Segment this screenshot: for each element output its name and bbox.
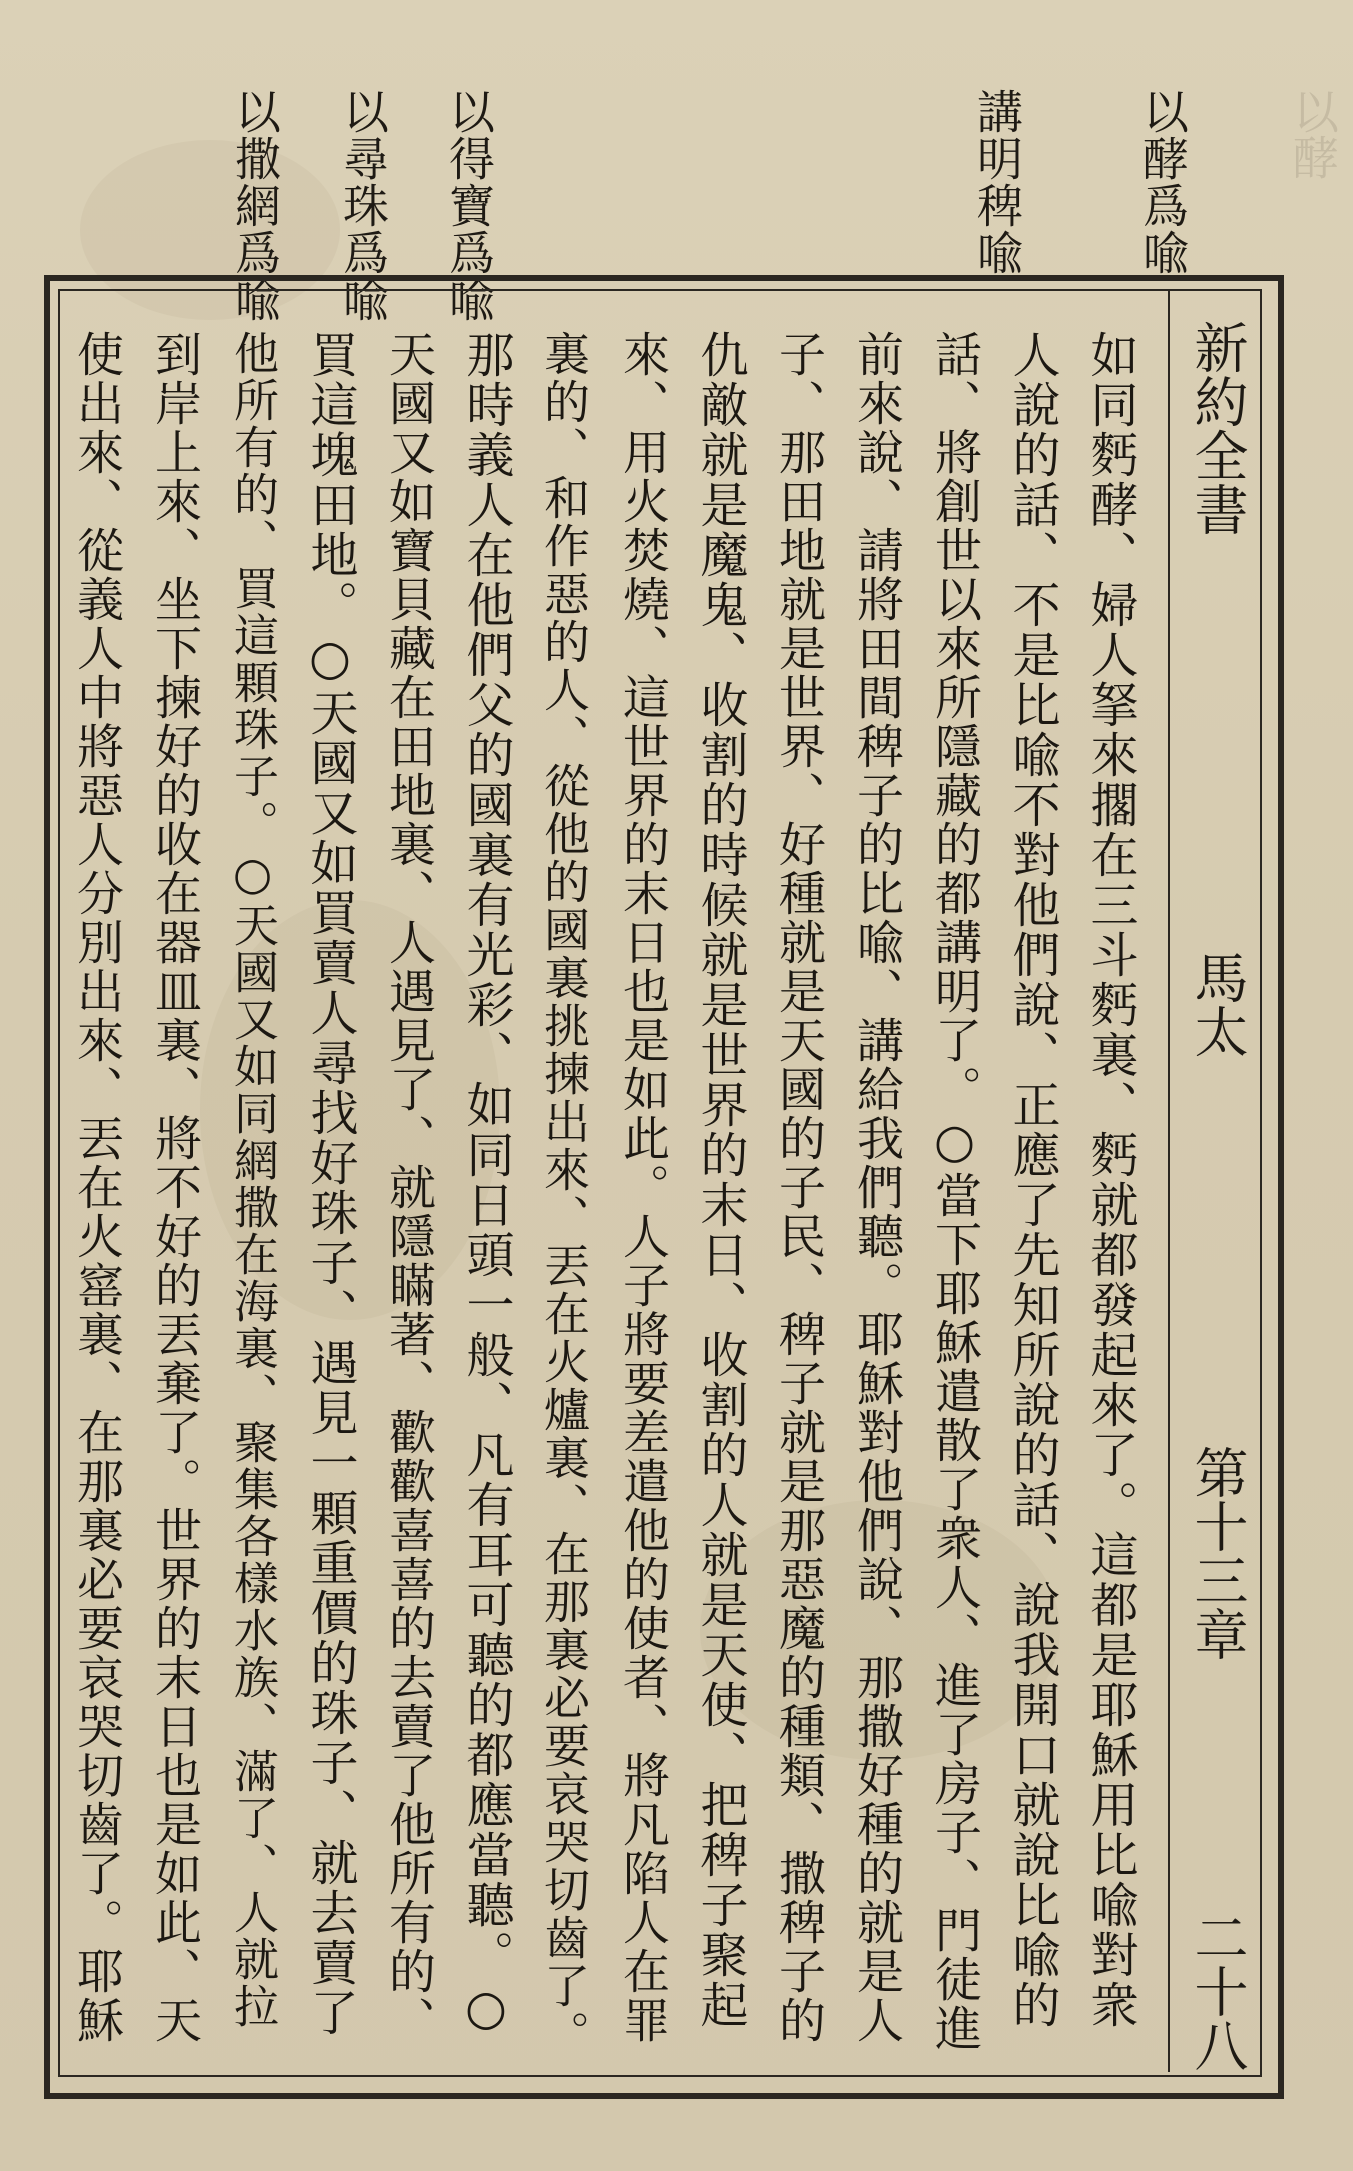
text-column: 那時義人在他們父的國裏有光彩、如同日頭一般、凡有耳可聽的都應當聽。○ — [458, 330, 514, 2038]
margin-note: 以酵爲喩 — [1136, 88, 1190, 276]
text-column: 如同麫酵、婦人拏來擱在三斗麫裏、麫就都發起來了。這都是耶穌用比喩對衆 — [1082, 330, 1138, 2030]
chapter-label: 第十三章 — [1186, 1445, 1249, 1661]
text-column: 來、用火焚燒、這世界的末日也是如此。人子將要差遣他的使者、將凡陷人在罪 — [615, 330, 670, 2045]
text-column: 前來說、請將田間稗子的比喩、講給我們聽。耶穌對他們說、那撒好種的就是人 — [849, 330, 904, 2045]
bleed-through-text: 以酵 — [1286, 88, 1340, 180]
running-header — [1170, 290, 1258, 2074]
text-column: 到岸上來、坐下揀好的收在器皿裏、將不好的丟棄了。世界的末日也是如此、天 — [147, 330, 202, 2045]
margin-note: 以尋珠爲喩 — [336, 88, 390, 323]
text-column: 話、將創世以來所隱藏的都講明了。○當下耶穌遣散了衆人、進了房子、門徒進 — [927, 330, 982, 2053]
margin-note: 以得寶爲喩 — [442, 88, 496, 323]
text-column: 裏的、和作惡的人、從他的國裏挑揀出來、丟在火爐裏、在那裏必要哀哭切齒了。 — [537, 330, 591, 2058]
text-column: 子、那田地就是世界、好種就是天國的子民、稗子就是那惡魔的種類、撒稗子的 — [771, 330, 826, 2045]
text-body — [62, 300, 1162, 2070]
text-column: 買這塊田地。○天國又如買賣人尋找好珠子、遇見一顆重價的珠子、就去賣了 — [302, 330, 358, 2038]
book-name: 馬太 — [1186, 950, 1249, 1058]
page-number: 二十八 — [1186, 1910, 1249, 2072]
text-column: 仇敵就是魔鬼、收割的時候就是世界的末日、收割的人就是天使、把稗子聚起 — [692, 330, 748, 2030]
margin-note: 以撒網爲喩 — [228, 88, 282, 323]
text-column: 天國又如寶貝藏在田地裏、人遇見了、就隱瞞著、歡歡喜喜的去賣了他所有的、 — [381, 330, 436, 2045]
text-column: 人說的話、不是比喩不對他們說、正應了先知所說的話、說我開口就說比喩的 — [1004, 330, 1060, 2030]
margin-note: 講明稗喩 — [970, 88, 1024, 276]
text-column: 使出來、從義人中將惡人分別出來、丟在火窰裏、在那裏必要哀哭切齒了。耶穌 — [69, 330, 124, 2045]
book-title: 新約全書 — [1186, 320, 1249, 536]
text-column: 他所有的、買這顆珠子。○天國又如同網撒在海裏、聚集各樣水族、滿了、人就拉 — [226, 330, 279, 2030]
